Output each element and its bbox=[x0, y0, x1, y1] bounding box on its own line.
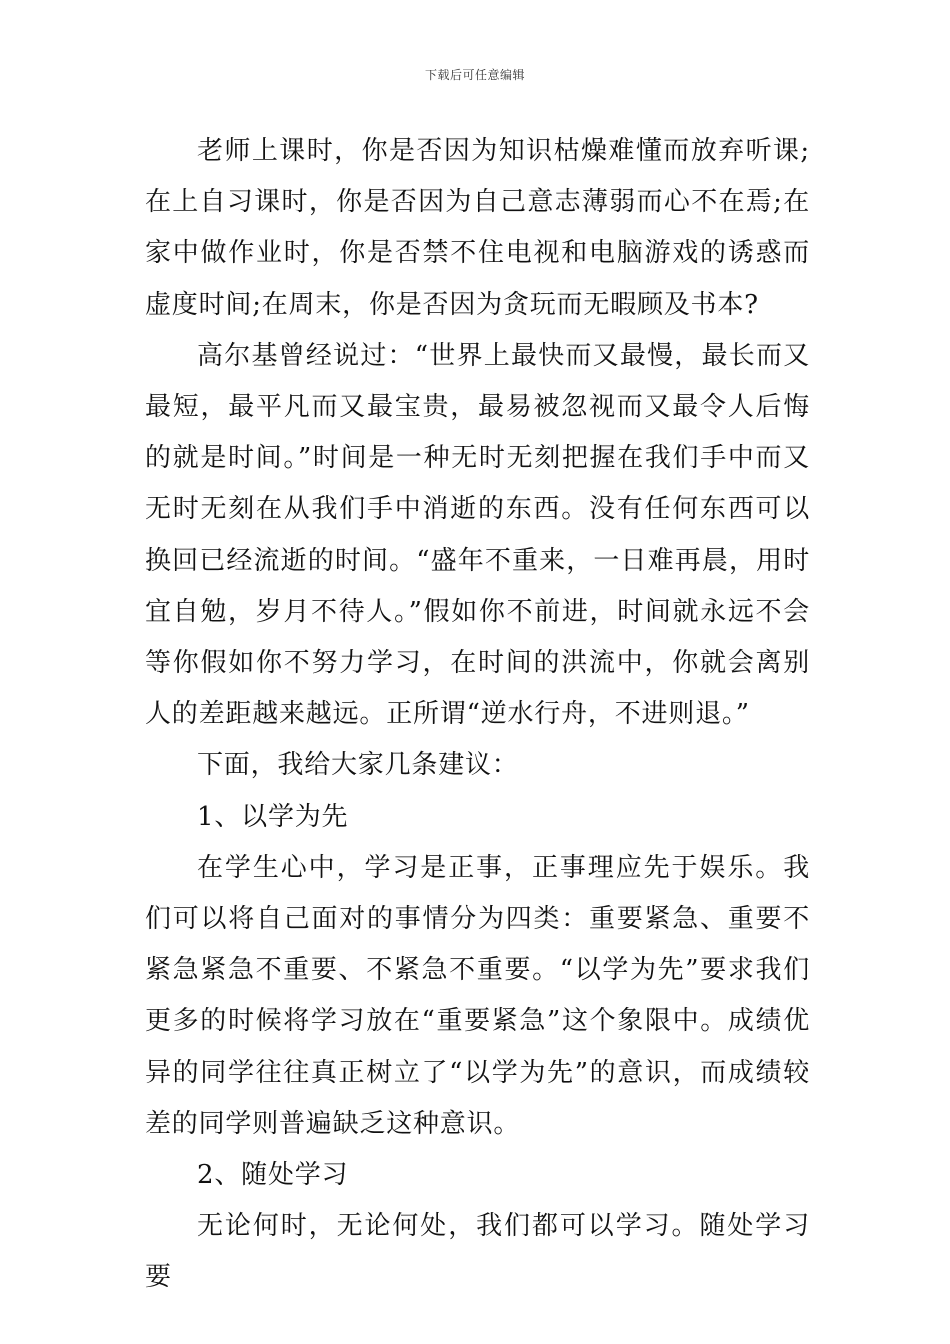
paragraph-distractions: 老师上课时，你是否因为知识枯燥难懂而放弃听课;在上自习课时，你是否因为自己意志薄弱而心不在焉;在家中做作业时，你是否禁不住电视和电脑游戏的诱惑而虚度时间;在周末，你是否因为贪玩而无暇顾及书本? bbox=[145, 136, 810, 320]
paragraph-study-first: 在学生心中，学习是正事，正事理应先于娱乐。我们可以将自己面对的事情分为四类：重要紧急、重要不紧急紧急不重要、不紧急不重要。“以学为先”要求我们更多的时候将学习放在“重要紧急”这个象限中。成绩优异的同学往往真正树立了“以学为先”的意识，而成绩较差的同学则普遍缺乏这种意识。 bbox=[145, 852, 810, 1139]
heading-study-first: 1、以学为先 bbox=[197, 801, 349, 832]
paragraph-gorky-quote: 高尔基曾经说过：“世界上最快而又最慢，最长而又最短，最平凡而又最宝贵，最易被忽视而又最令人后悔的就是时间。”时间是一种无时无刻把握在我们手中而又无时无刻在从我们手中消逝的东西。没有任何东西可以换回已经流逝的时间。“盛年不重来，一日难再晨，用时宜自勉，岁月不待人。”假如你不前进，时间就永远不会等你假如你不努力学习，在时间的洪流中，你就会离别人的差距越来越远。正所谓“逆水行舟，不进则退。” bbox=[145, 340, 810, 730]
document-body bbox=[145, 126, 810, 1304]
paragraph-suggestions-intro: 下面，我给大家几条建议： bbox=[197, 750, 519, 781]
paragraph-study-anywhere: 无论何时，无论何处，我们都可以学习。随处学习要 bbox=[145, 1211, 810, 1293]
page-header: 下载后可任意编辑 bbox=[424, 68, 525, 82]
heading-study-anywhere: 2、随处学习 bbox=[197, 1160, 349, 1191]
